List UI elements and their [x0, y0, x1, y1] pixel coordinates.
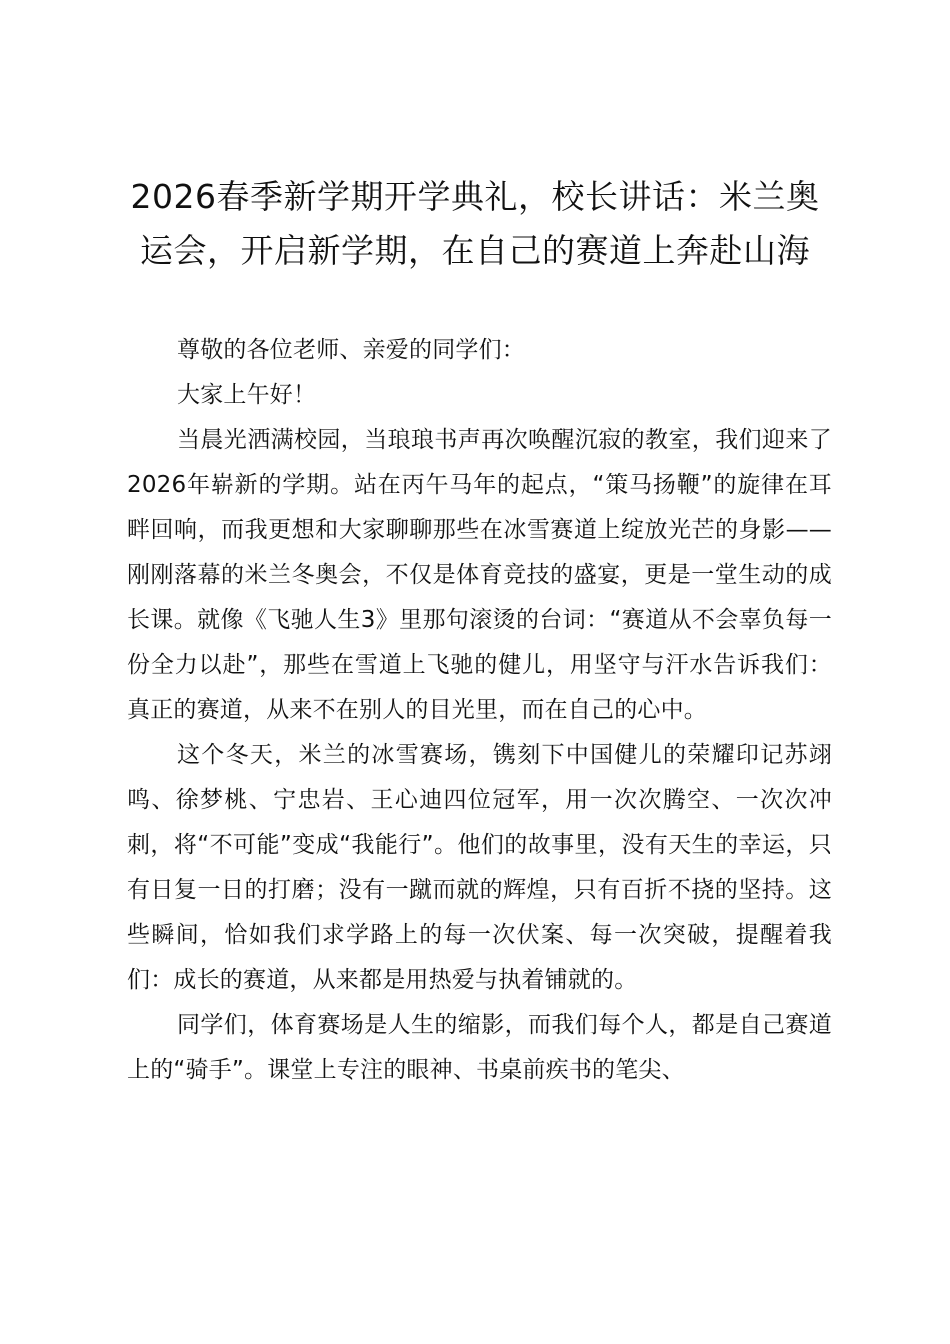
greeting-paragraph: 大家上午好！ [177, 382, 317, 408]
body-paragraph: 这个冬天，米兰的冰雪赛场，镌刻下中国健儿的荣耀印记苏翊鸣、徐梦桃、宁忠岩、王心迪四位冠军，用一次次腾空、一次次冲刺，将“不可能”变成“我能行”。他们的故事里，没有天生的幸运，只有日复一日的打磨；没有一蹴而就的辉煌，只有百折不挠的坚持。这些瞬间，恰如我们求学路上的每一次伏案、每一次突破，提醒着我们：成长的赛道，从来都是用热爱与执着铺就的。 [127, 742, 832, 993]
document-body [127, 328, 832, 1093]
body-paragraph: 当晨光洒满校园，当琅琅书声再次唤醒沉寂的教室，我们迎来了2026年崭新的学期。站在丙午马年的起点，“策马扬鞭”的旋律在耳畔回响，而我更想和大家聊聊那些在冰雪赛道上绽放光芒的身影——刚刚落幕的米兰冬奥会，不仅是体育竞技的盛宴，更是一堂生动的成长课。就像《飞驰人生3》里那句滚烫的台词：“赛道从不会辜负每一份全力以赴”，那些在雪道上飞驰的健儿，用坚守与汗水告诉我们：真正的赛道，从来不在别人的目光里，而在自己的心中。 [127, 427, 832, 723]
document-title: 2026春季新学期开学典礼，校长讲话：米兰奥运会，开启新学期，在自己的赛道上奔赴山海 [130, 177, 820, 270]
salutation-paragraph: 尊敬的各位老师、亲爱的同学们： [177, 337, 525, 363]
body-paragraph: 同学们，体育赛场是人生的缩影，而我们每个人，都是自己赛道上的“骑手”。课堂上专注的眼神、书桌前疾书的笔尖、 [127, 1012, 832, 1083]
